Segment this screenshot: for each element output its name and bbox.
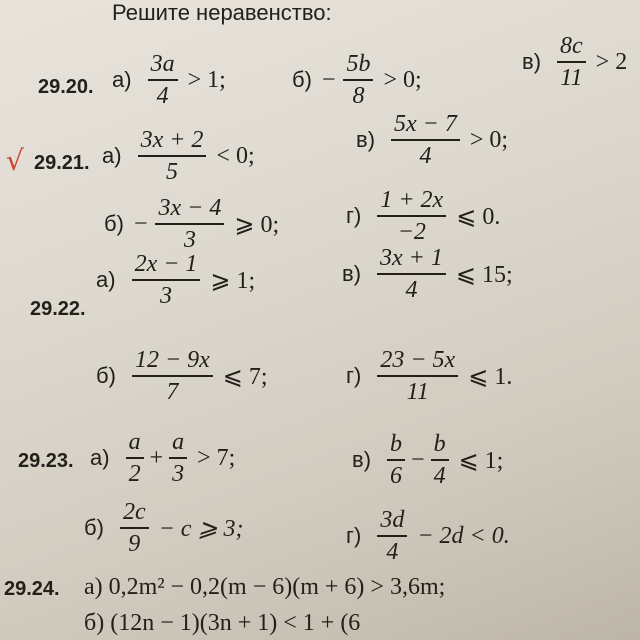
inequality-item: а) $\frac{a}{2}$ + $\frac{a}{3}$ > 7; [90,429,236,487]
inequality-item: г) $\frac{3d}{4}$ − 2d < 0. [346,507,510,565]
inequality-line: б) (12n − 1)(3n + 1) < 1 + (6 [84,610,361,636]
fraction: $\frac{8c}{11}$ [557,34,586,90]
fraction: $\frac{a}{3}$ [169,430,187,486]
fraction: $\frac{3x - 4}{3}$ [155,196,224,252]
inequality-item: а) $\frac{3a}{4}$ > 1; [112,51,226,109]
check-mark-icon: √ [6,144,24,177]
fraction: $\frac{5x - 7}{4}$ [391,112,460,168]
inequality-item: г) $\frac{1 + 2x}{-2}$ ⩽ 0. [346,187,501,245]
inequality-item: г) $\frac{23 - 5x}{11}$ ⩽ 1. [346,347,513,405]
inequality-item: а) $\frac{3x + 2}{5}$ < 0; [102,127,255,185]
inequality-item: в) $\frac{3x + 1}{4}$ ⩽ 15; [342,245,513,303]
inequality-item: б) $\frac{2c}{9}$ − c ⩾ 3; [84,499,244,557]
fraction: $\frac{b}{4}$ [431,432,449,488]
fraction: $\frac{1 + 2x}{-2}$ [377,188,446,244]
problem-number: 29.20. [38,76,94,98]
problem-number: 29.24. [4,578,60,600]
problem-number: 29.21. [34,152,90,174]
fraction: $\frac{3x + 1}{4}$ [377,246,446,302]
page-title: Решите неравенство: [112,0,332,25]
inequality-item: а) $\frac{2x - 1}{3}$ ⩾ 1; [96,251,256,309]
fraction: $\frac{12 - 9x}{7}$ [132,348,213,404]
fraction: $\frac{3d}{4}$ [377,508,407,564]
fraction: $\frac{5b}{8}$ [343,52,373,108]
inequality-item: в) $\frac{8c}{11}$ > 2 [522,33,628,91]
fraction: $\frac{2x - 1}{3}$ [132,252,201,308]
inequality-item: б) − $\frac{3x - 4}{3}$ ⩾ 0; [104,195,280,253]
inequality-line: а) 0,2m² − 0,2(m − 6)(m + 6) > 3,6m; [84,574,446,600]
inequality-item: б) − $\frac{5b}{8}$ > 0; [292,51,422,109]
inequality-item: б) $\frac{12 - 9x}{7}$ ⩽ 7; [96,347,268,405]
inequality-item: в) $\frac{b}{6}$ − $\frac{b}{4}$ ⩽ 1; [352,431,504,489]
fraction: $\frac{b}{6}$ [387,432,405,488]
inequality-item: в) $\frac{5x - 7}{4}$ > 0; [356,111,509,169]
fraction: $\frac{a}{2}$ [126,430,144,486]
fraction: $\frac{3a}{4}$ [148,52,178,108]
problem-number: 29.23. [18,450,74,472]
fraction: $\frac{3x + 2}{5}$ [138,128,207,184]
problem-number: 29.22. [30,298,86,320]
fraction: $\frac{2c}{9}$ [120,500,149,556]
fraction: $\frac{23 - 5x}{11}$ [377,348,458,404]
